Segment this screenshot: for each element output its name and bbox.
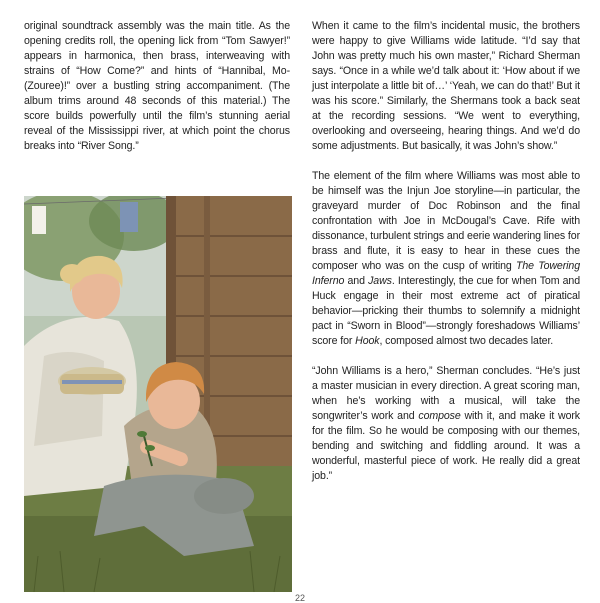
p3-text-2: with it, and make it work for the film. So he would be composing with our themes, bending and switching and fiddling around. It was a wonderful, masterful piece of work. He really did a great job.” (312, 410, 580, 482)
p2-text-1: The element of the film where Williams was most able to be himself was the Injun Joe storyline—in particular, the graveyard murder of Doc Robinson and the final confrontation with Joe in McDougal’s Cave. Rife with dissonance, turbulent strings and eerie wandering lines for brass and flute, it is easy to hear in these cues the composer who was on the cusp of writing (312, 170, 580, 272)
film-still-illustration (24, 196, 292, 592)
left-paragraph: original soundtrack assembly was the main title. As the opening credits roll, the opening lick from “Tom Sawyer!” appears in harmonica, then brass, interweaving with strains of “How Come?” and hints of “Hannibal, Mo-(Zouree)!” over a bustling string accompaniment. (The album trims around 48 seconds of this material.) The score builds powerfully until the film’s stunning aerial reveal of the Mississippi river, at which point the chorus breaks into “River Song.” (24, 20, 290, 152)
emph-compose: compose (418, 410, 461, 422)
right-column-text (312, 19, 580, 484)
right-paragraph-1: When it came to the film’s incidental music, the brothers were happy to give Williams wide latitude. “I’d say that John was pretty much his own master,” Richard Sherman says. “Once in a while we’d talk about it: ‘How about if we just interpolate a little bit of…’ ‘Yeah, we can do that!’ But it was his score.” Similarly, the Shermans took a back seat at the recording sessions. “We went to everything, overlooking and overseeing, hearing things. And we’d do some adjustments. But basically, it was John’s show.” (312, 20, 580, 152)
right-paragraph-3 (312, 364, 580, 484)
p2-text-2: and (344, 275, 369, 287)
page-number: 22 (294, 593, 305, 603)
right-paragraph-2 (312, 169, 580, 349)
title-towering-inferno: The Towering Inferno (312, 260, 580, 287)
p2-text-4: , composed almost two decades later. (379, 335, 554, 347)
left-column-text (24, 19, 290, 154)
p2-text-3: . Interestingly, the cue for when Tom and Huck engage in their most extreme act of piratical behavior—pricking their thumbs to solemnify a midnight pact in “Sworn in Blood”—strongly foreshadows Williams’ score for (312, 275, 581, 347)
title-jaws: Jaws (368, 275, 392, 287)
p3-text-1: “John Williams is a hero,” Sherman concludes. “He’s just a master musician in every direction. A great scoring man, when he’s working with a musical, will take the songwriter’s work and (312, 365, 580, 422)
title-hook: Hook (355, 335, 380, 347)
film-still-photo (24, 196, 292, 592)
